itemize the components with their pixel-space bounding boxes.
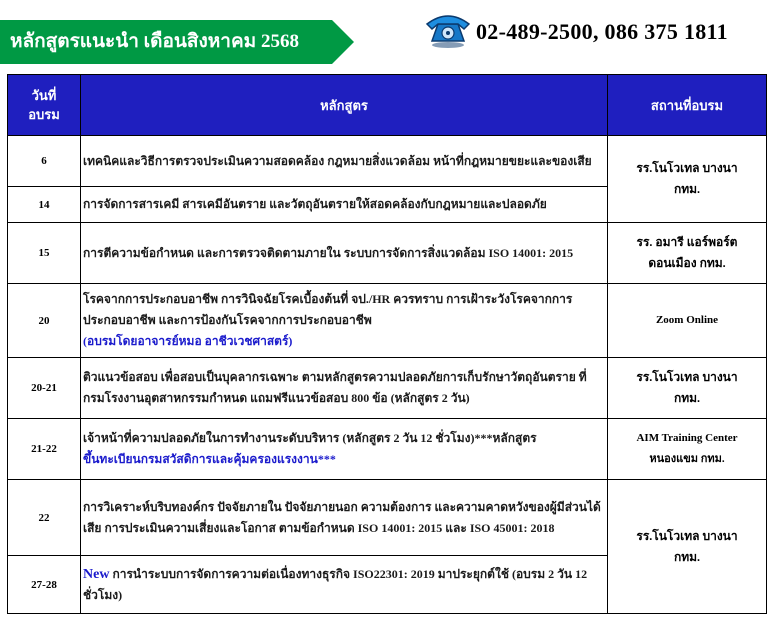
- course-cell: ติวแนวข้อสอบ เพื่อสอบเป็นบุคลากรเฉพาะ ตามหลักสูตรความปลอดภัยการเก็บรักษาวัตถุอันตราย ที่กรมโรงงานอุตสาหกรรมกำหนด แถมฟรีแนวข้อสอบ 800 ข้อ (หลักสูตร 2 วัน): [81, 358, 608, 419]
- table-row: [8, 136, 767, 187]
- course-text: โรคจากการประกอบอาชีพ การวินิจฉัยโรคเบื้องต้นที่ จป./HR ควรทราบ การเฝ้าระวังโรคจากการประกอบอาชีพ และการป้องกันโรคจากการประกอบอาชีพ: [83, 292, 573, 327]
- day-cell: 20-21: [8, 358, 81, 419]
- course-note: (อบรมโดยอาจารย์หมอ อาชีวเวชศาสตร์): [83, 334, 293, 348]
- course-cell: [81, 284, 608, 358]
- course-cell: [81, 556, 608, 614]
- course-cell: [81, 419, 608, 480]
- location-cell: AIM Training Center หนองแขม กทม.: [608, 419, 767, 480]
- location-cell: รร. อมารี แอร์พอร์ต ดอนเมือง กทม.: [608, 223, 767, 284]
- table-row: [8, 223, 767, 284]
- table-header-row: [8, 75, 767, 136]
- table-row: [8, 480, 767, 556]
- location-cell: Zoom Online: [608, 284, 767, 358]
- table-row: [8, 284, 767, 358]
- day-cell: 20: [8, 284, 81, 358]
- course-cell: การตีความข้อกำหนด และการตรวจติดตามภายใน ระบบการจัดการสิ่งแวดล้อม ISO 14001: 2015: [81, 223, 608, 284]
- course-cell: การจัดการสารเคมี สารเคมีอันตราย และวัตถุอันตรายให้สอดคล้องกับกฎหมายและปลอดภัย: [81, 187, 608, 223]
- course-cell: การวิเคราะห์บริบทองค์กร ปัจจัยภายใน ปัจจัยภายนอก ความต้องการ และความคาดหวังของผู้มีส่วนได้เสีย การประเมินความเสี่ยงและโอกาส ตามข้อกำหนด ISO 14001: 2015 และ ISO 45001: 2018: [81, 480, 608, 556]
- phone-numbers: 02-489-2500, 086 375 1811: [476, 19, 728, 44]
- contact-phone: [424, 12, 728, 52]
- day-cell: 22: [8, 480, 81, 556]
- column-header-course: หลักสูตร: [81, 75, 608, 136]
- course-cell: เทคนิคและวิธีการตรวจประเมินความสอดคล้อง กฎหมายสิ่งแวดล้อม หน้าที่กฎหมายขยะและของเสีย: [81, 136, 608, 187]
- column-header-day: วันที่อบรม: [8, 75, 81, 136]
- location-cell: รร.โนโวเทล บางนา กทม.: [608, 136, 767, 223]
- course-text: การนำระบบการจัดการความต่อเนื่องทางธุรกิจ ISO22301: 2019 มาประยุกต์ใช้ (อบรม 2 วัน 12 ชั่วโมง): [83, 566, 588, 602]
- day-cell: 6: [8, 136, 81, 187]
- day-cell: 27-28: [8, 556, 81, 614]
- table-row: [8, 358, 767, 419]
- location-cell: รร.โนโวเทล บางนา กทม.: [608, 480, 767, 614]
- location-cell: รร.โนโวเทล บางนา กทม.: [608, 358, 767, 419]
- course-table: [7, 74, 767, 614]
- day-cell: 15: [8, 223, 81, 284]
- day-cell: 14: [8, 187, 81, 223]
- day-cell: 21-22: [8, 419, 81, 480]
- table-row: [8, 419, 767, 480]
- course-note: ขึ้นทะเบียนกรมสวัสดิการและคุ้มครองแรงงาน***: [83, 452, 336, 466]
- column-header-location: สถานที่อบรม: [608, 75, 767, 136]
- telephone-icon: [424, 10, 470, 55]
- new-badge: New: [83, 566, 110, 582]
- course-text: เจ้าหน้าที่ความปลอดภัยในการทำงานระดับบริหาร (หลักสูตร 2 วัน 12 ชั่วโมง)***หลักสูตร: [83, 431, 537, 445]
- page-title: หลักสูตรแนะนำ เดือนสิงหาคม 2568: [10, 31, 299, 52]
- title-banner: [0, 20, 354, 64]
